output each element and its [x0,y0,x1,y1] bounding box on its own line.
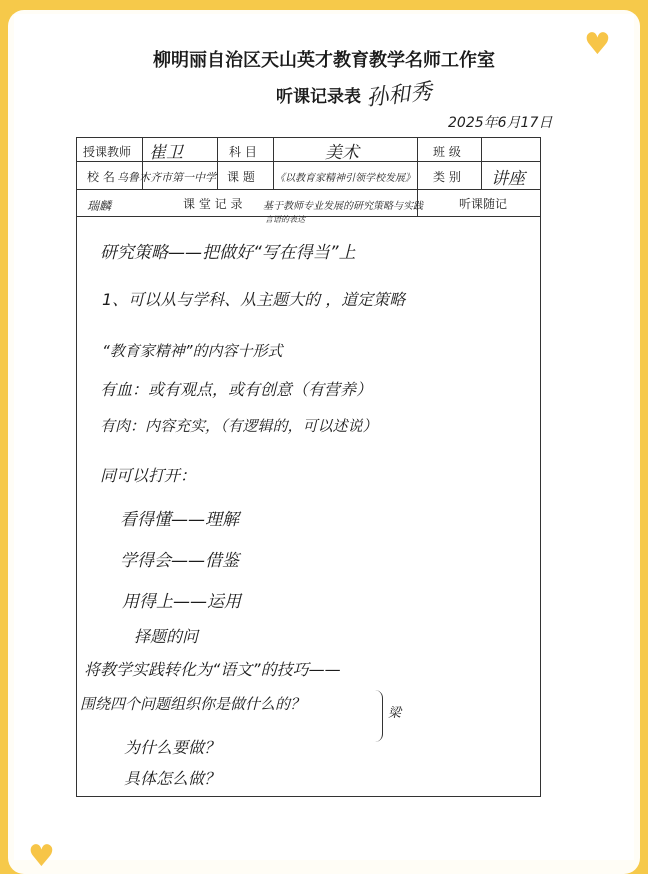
table-rule [417,138,418,189]
table-rule [217,138,218,189]
table-rule [273,138,274,189]
note-line: 具体怎么做？ [124,769,221,788]
handwritten-signature: 孙和秀 [365,79,434,112]
note-line: 将教学实践转化为“语文”的技巧—— [84,660,341,679]
table-rule [77,216,540,217]
record-sheet-title: 听课记录表 [276,87,361,107]
note-line: “教育家精神”的内容十形式 [102,342,283,360]
table-rule [77,189,540,190]
note-line: 有血：或有观点，或有创意（有营养） [100,380,373,399]
category-label: 类 别 [433,170,461,184]
note-line: 同可以打开： [100,466,197,485]
note-line: 看得懂——理解 [120,510,239,530]
teacher-value: 崔卫 [149,143,183,163]
note-line: 用得上——运用 [122,592,241,612]
handwritten-date: 2025年6月17日 [448,115,553,131]
note-line: 有肉：内容充实，（有逻辑的，可以述说） [100,417,378,435]
subject-label: 科 目 [229,145,257,159]
topic-label: 课 题 [227,170,255,184]
table-rule [77,161,540,162]
school-label: 校 名 [87,170,115,184]
document-title: 柳明丽自治区天山英才教育教学名师工作室 [153,50,495,71]
note-line: 为什么要做？ [124,738,221,757]
note-line: 研究策略——把做好“写在得当”上 [100,243,356,263]
note-side-mark: 梁 [388,706,402,721]
note-brace [372,690,383,742]
heart-icon: ♥ [584,27,611,62]
class-label: 班 级 [433,145,461,159]
record-label: 课 堂 记 录 [183,197,243,211]
table-rule [481,138,482,189]
note-line: 学得会——借鉴 [120,551,239,571]
subject-value: 美术 [325,143,359,163]
topic-value: 《以教育家精神引领学校发展》 [275,173,415,184]
record-value: 基于教师专业发展的研究策略与实践 [263,201,423,212]
school-value: 乌鲁木齐市第一中学 [117,171,216,184]
note-line: 择题的问 [134,627,199,646]
teacher-label: 授课教师 [83,145,132,159]
note-line: 围绕四个问题组织你是做什么的？ [80,695,306,713]
record-note: 言语的表达 [265,215,305,224]
notes-label: 听课随记 [459,197,508,211]
category-value: 讲座 [491,169,525,189]
note-line: 1、可以从与学科、从主题大的 ，道定策略 [102,290,406,309]
heart-icon: ♥ [28,839,55,874]
record-side-note: 瑞麟 [87,199,112,213]
